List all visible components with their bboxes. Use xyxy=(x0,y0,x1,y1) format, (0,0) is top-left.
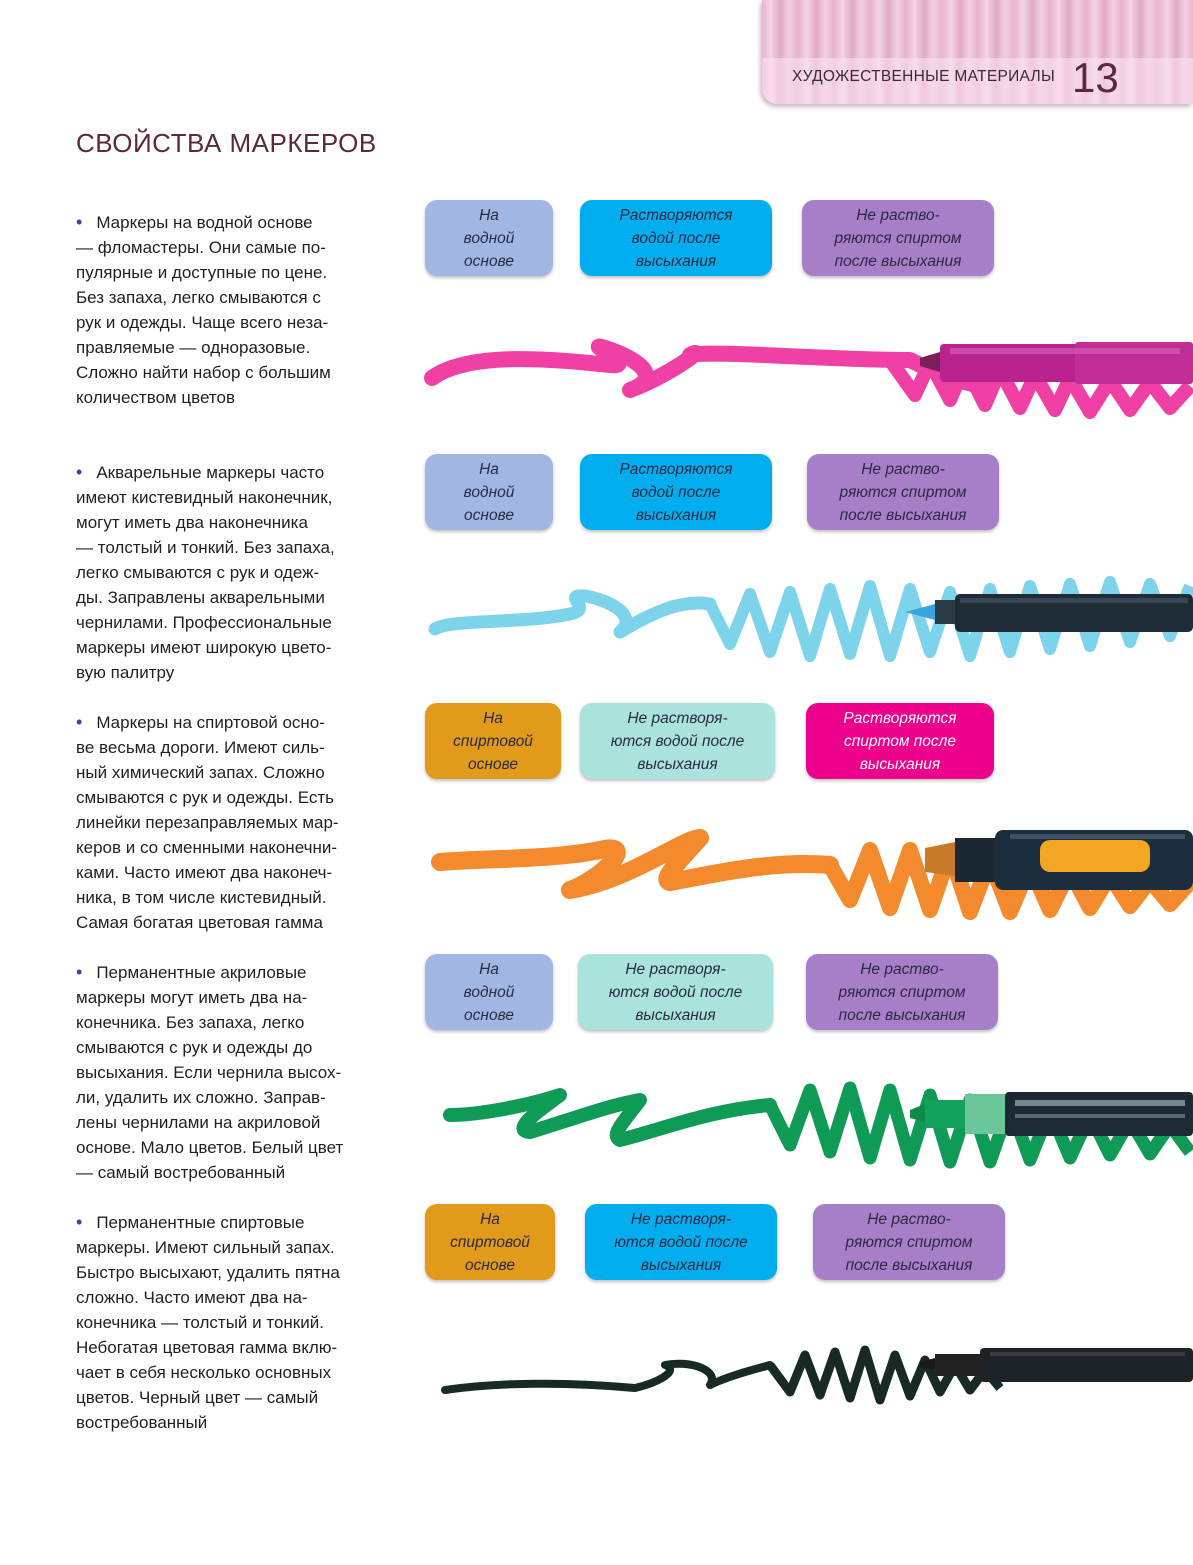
green-marker-pen xyxy=(910,1092,1193,1136)
blue-stroke xyxy=(435,596,710,632)
marker-description-water: • Маркеры на водной основе — фломастеры. Они самые по- пулярные и доступные по цене. Без запаха, легко смываются с рук и одежды. Чаще всего неза- правляемые — одноразовые. Сложно найти набор с большим количеством цветов xyxy=(76,212,331,407)
tag-not-dissolve-water: Не растворя- ются водой после высыхания xyxy=(580,703,775,779)
tag-water-base: На водной основе xyxy=(425,954,553,1030)
tag-not-dissolve-alcohol: Не раство- ряются спиртом после высыхания xyxy=(806,954,998,1030)
section-title: ХУДОЖЕСТВЕННЫЕ МАТЕРИАЛЫ xyxy=(792,68,1056,85)
tag-not-dissolve-water: Не растворя- ются водой после высыхания xyxy=(578,954,773,1030)
tag-not-dissolve-water: Не растворя- ются водой после высыхания xyxy=(585,1204,777,1280)
page-number: 13 xyxy=(1072,54,1119,101)
bullet-icon: • xyxy=(76,962,83,982)
black-marker-illustration xyxy=(410,1330,1193,1430)
bullet-icon: • xyxy=(76,712,83,732)
green-marker-illustration xyxy=(410,1070,1193,1180)
tag-dissolve-water: Растворяются водой после высыхания xyxy=(580,454,772,530)
orange-marker-illustration xyxy=(410,820,1193,930)
bullet-icon: • xyxy=(76,462,83,482)
orange-stroke xyxy=(440,838,830,890)
black-stroke xyxy=(445,1364,770,1390)
marker-description-watercolor: • Акварельные маркеры часто имеют кистевидный наконечник, могут иметь два наконечника — толстый и тонкий. Без запаха, легко смываются с рук и одеж- ды. Заправлены акварельными чернилами. Профессиональные маркеры имеют широкую цвето- вую палитру xyxy=(76,462,335,682)
tag-alcohol-base: На спиртовой основе xyxy=(425,703,561,779)
tag-dissolve-alcohol: Растворяются спиртом после высыхания xyxy=(806,703,994,779)
green-stroke xyxy=(450,1095,770,1140)
marker-description-alcohol: • Маркеры на спиртовой осно- ве весьма дороги. Имеют силь- ный химический запах. Сложно смываются с рук и одежды. Есть линейки перезаправляемых мар- керов и со сменными наконечни- ками. Часто имеют два наконеч- ника, в том числе кистевидный. Самая богатая цветовая гамма xyxy=(76,712,339,932)
tag-dissolve-water: Растворяются водой после высыхания xyxy=(580,200,772,276)
pink-marker-illustration xyxy=(410,320,1193,420)
tag-water-base: На водной основе xyxy=(425,454,553,530)
header-tab xyxy=(762,0,1193,104)
blue-marker-illustration xyxy=(410,574,1193,674)
tag-not-dissolve-alcohol: Не раство- ряются спиртом после высыхания xyxy=(802,200,994,276)
pink-marker-pen xyxy=(920,342,1193,384)
bullet-icon: • xyxy=(76,212,83,232)
page-title: СВОЙСТВА МАРКЕРОВ xyxy=(76,128,377,158)
bullet-icon: • xyxy=(76,1212,83,1232)
marker-description-acrylic: • Перманентные акриловые маркеры могут иметь два на- конечника. Без запаха, легко смываются с рук и одежды до высыхания. Если чернила высох- ли, удалить их сложно. Заправ- лены чернилами на акриловой основе. Мало цветов. Белый цвет — самый востребованный xyxy=(76,962,344,1182)
tag-alcohol-base: На спиртовой основе xyxy=(425,1204,555,1280)
marker-description-permanent: • Перманентные спиртовые маркеры. Имеют сильный запах. Быстро высыхают, удалить пятна сложно. Часто имеют два на- конечника — толстый и тонкий. Небогатая цветовая гамма вклю- чает в себя несколько основных цветов. Черный цвет — самый востребованный xyxy=(76,1212,340,1432)
tag-water-base: На водной основе xyxy=(425,200,553,276)
tag-not-dissolve-alcohol: Не раство- ряются спиртом после высыхания xyxy=(807,454,999,530)
tag-not-dissolve-alcohol: Не раство- ряются спиртом после высыхания xyxy=(813,1204,1005,1280)
orange-marker-pen xyxy=(925,830,1193,890)
